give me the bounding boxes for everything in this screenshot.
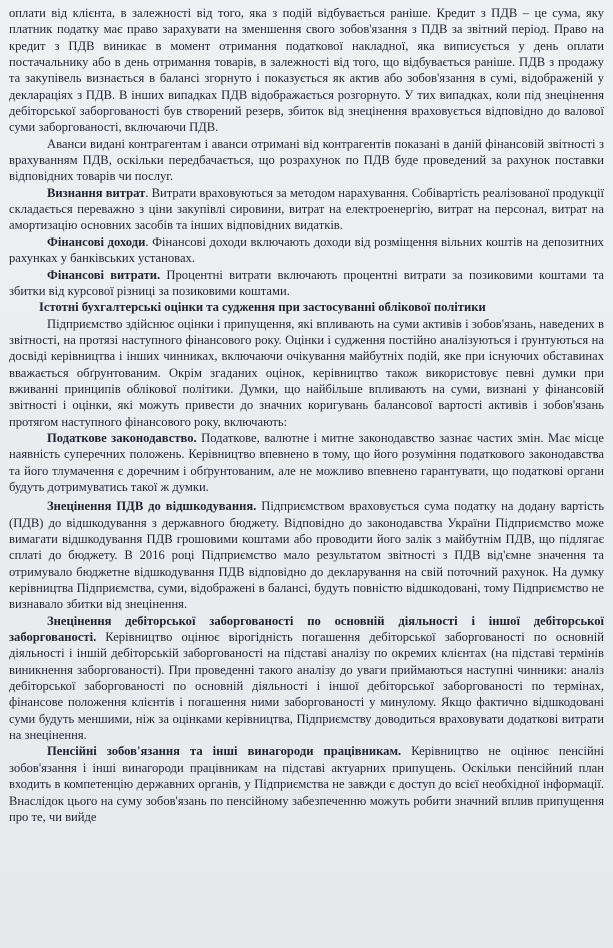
paragraph-estimates: Підприємство здійснює оцінки і припущення, які впливають на суми активів і зобов'язань, наведених в звітності, на протязі наступного фінансового року. Оцінки і судження постійно аналізуються і ґрунтуються на досвіді керівництва і інших чинниках, включаючи очікування майбутніх подій, яке при існуючих обставинах вважається обґрунтованим. Окрім згаданих оцінок, керівництво також використовує певні думки при вживанні принципів облікової політики. Думки, що найбільше впливають на суми, визнані у фінансовій звітності і оцінки, які можуть привести до значних коригувань балансової вартості активів і зобов'язань протягом наступного фінансового року, включають:: [9, 316, 604, 429]
section-title-expense-recognition: Визнання витрат: [47, 185, 146, 200]
section-title-pension: Пенсійні зобов'язання та інші винагороди працівникам.: [47, 744, 402, 759]
section-title-receivables-impairment: Знецінення дебіторської заборгованості по основній діяльності і іншої дебіторської заборгованості.: [9, 613, 604, 645]
paragraph-vat-impairment: [9, 498, 604, 612]
section-text-vat-impairment: Підприємством враховується сума податку на додану вартість (ПДВ) до відшкодування з державного бюджету. Відповідно до законодавства України Підприємство може вимагати відшкодування ПДВ грошовими коштами або проводити його залік з майбутнім ПДВ, що підлягає сплаті до бюджету. В 2016 році Підприємство мало результатом звітності з ПДВ від'ємне значення та отримувало бюджетне відшкодування ПДВ відповідно до декларування на свій поточний рахунок. На думку керівництва Підприємства, суми, відображені в балансі, будуть повністю відшкодовані, тому Підприємство не визнавало збитки від знецінення.: [9, 499, 605, 612]
paragraph-expense-recognition: [9, 185, 604, 234]
paragraph-vat-credit: оплати від клієнта, в залежності від того, яка з подій відбувається раніше. Кредит з ПДВ – це сума, яку платник податку має право зарахувати на зменшення свого зобов'язання з ПДВ за звітний період. Право на кредит з ПДВ виникає в момент отримання податкової накладної, яка виписується у день оплати постачальнику або в день отримання товарів, в залежності від того, що відбувається раніше. ПДВ з продажу та закупівель визнається в балансі згорнуто і показується як актив або зобов'язання в сумі, відображеній у деклараціях з ПДВ. В інших випадках ПДВ відображається розгорнуто. У тих випадках, коли під знецінення дебіторської заборгованості був створений резерв, збиток від знецінення враховується відповідно до валової суми заборгованості, включаючи ПДВ.: [9, 6, 604, 135]
paragraph-pension: [9, 743, 604, 825]
section-text-tax-legislation: Податкове, валютне і митне законодавство зазнає частих змін. Має місце наявність суперечних положень. Керівництво впевнено в тому, що його розуміння податкового законодавства та його тлумачення є доречним і обґрунтованим, але не можливо впевнено гарантувати, що податкові органи будуть дотримуватись такої ж думки.: [9, 430, 604, 494]
section-text-receivables-impairment: Керівництво оцінює вірогідність погашення дебіторської заборгованості по основній діяльності і іншій дебіторській заборгованості на підставі аналізу по окремих клієнтах (на підставі термінів виникнення заборгованості). При проведенні такого аналізу до уваги приймаються наступні чинники: аналіз дебіторської заборгованості по основній діяльності і іншої дебіторської заборгованості по термінах, фінансове положення клієнтів і погашення ними заборгованості у минулому. Якщо фактично відшкодовані суми будуть меншими, ніж за оцінками керівництва, Підприємству доводиться враховувати додаткові витрати на знецінення.: [9, 630, 604, 743]
section-title-finance-costs: Фінансові витрати.: [47, 267, 161, 282]
paragraph-tax-legislation: [9, 430, 604, 495]
section-text-finance-income: . Фінансові доходи включають доходи від розміщення вільних коштів на депозитних рахунках у банківських установах.: [9, 234, 604, 266]
paragraph-finance-income: [9, 234, 604, 267]
paragraph-advances: Аванси видані контрагентам і аванси отримані від контрагентів показані в даній фінансовій звітності з врахуванням ПДВ, оскільки передбачається, що розрахунок по ПДВ буде проведений за рахунок поставки відповідних товарів чи послуг.: [9, 136, 604, 184]
section-title-finance-income: Фінансові доходи: [47, 234, 146, 249]
paragraph-finance-costs: [9, 267, 604, 300]
section-title-vat-impairment: Знецінення ПДВ до відшкодування.: [47, 499, 257, 514]
section-text-expense-recognition: . Витрати враховуються за методом нарахування. Собівартість реалізованої продукції складається переважно з ціни закупівлі сировини, витрат на електроенергію, витрат на персонал, витрат на амортизацію основних засобів та інших відповідних видатків.: [9, 185, 604, 233]
paragraph-receivables-impairment: [9, 613, 604, 744]
section-title-tax-legislation: Податкове законодавство.: [47, 430, 197, 445]
section-text-pension: Керівництво не оцінює пенсійні зобов'язання і інші винагороди працівникам на підставі актуарних припущень. Оскільки пенсійний план входить в компетенцію державних органів, у Підприємства не завжди є доступ до всієї необхідної інформації. Внаслідок цього на суму зобов'язань по пенсійному забезпеченню можуть робити значний вплив припущення про те, чи вийде: [9, 744, 605, 824]
section-heading-estimates: Істотні бухгалтерські оцінки та судження при застосуванні облікової політики: [39, 300, 486, 315]
section-text-finance-costs: Процентні витрати включають процентні витрати за позиковими коштами та збитки від курсової різниці за позиковими коштами.: [9, 267, 604, 298]
